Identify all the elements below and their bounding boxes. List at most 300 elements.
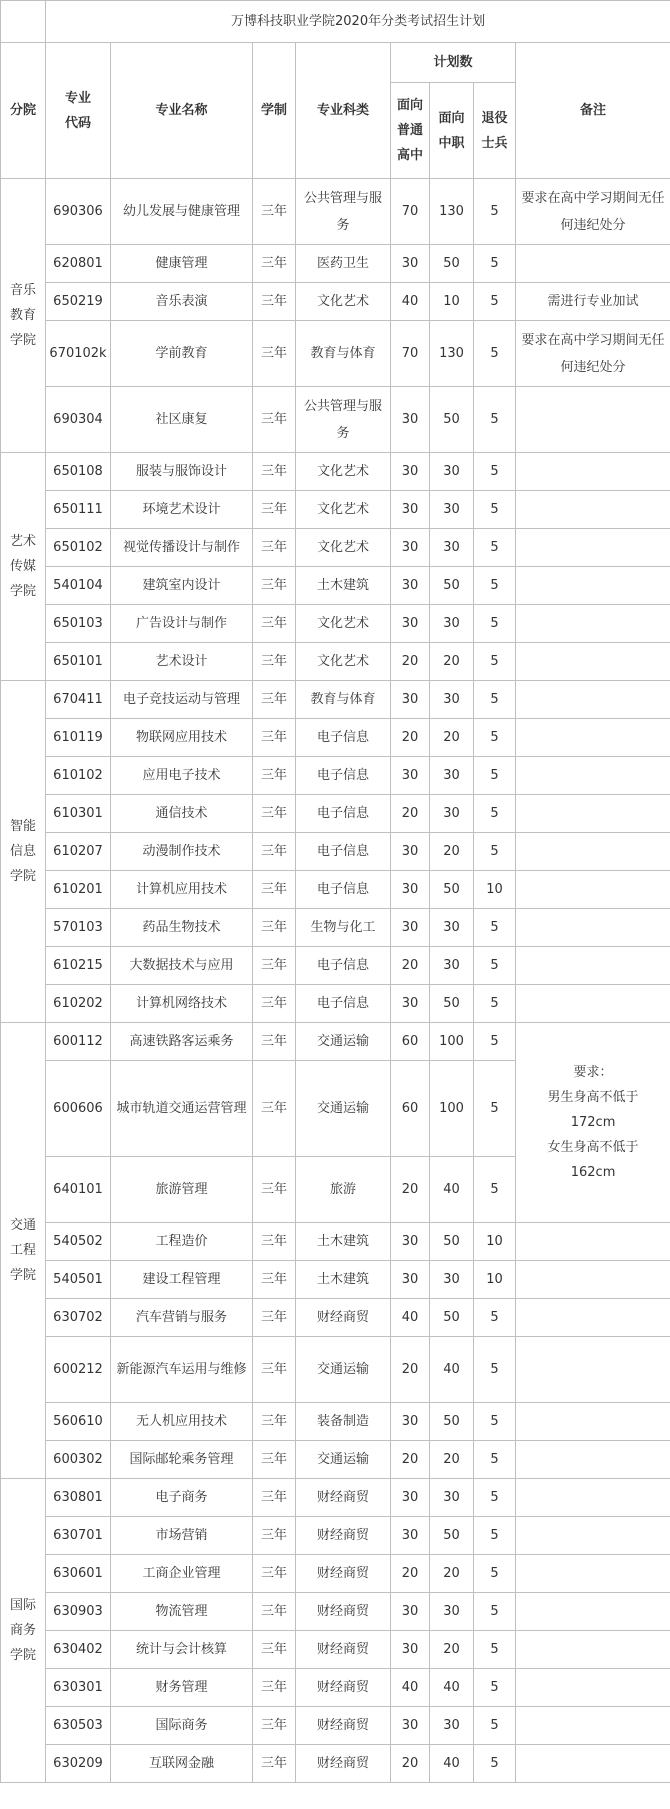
plan-veteran-cell: 5 [474, 1023, 516, 1061]
branch-cell: 交通 工程 学院 [1, 1023, 46, 1479]
major-code-cell: 630209 [46, 1745, 111, 1783]
category-cell: 财经商贸 [296, 1479, 391, 1517]
plan-veteran-cell: 5 [474, 529, 516, 567]
major-name-cell: 电子竞技运动与管理 [111, 681, 253, 719]
table-row [1, 947, 670, 985]
remark-cell [516, 1261, 670, 1299]
years-cell: 三年 [253, 321, 296, 387]
plan-veteran-cell: 5 [474, 643, 516, 681]
years-cell: 三年 [253, 1403, 296, 1441]
major-code-cell: 600112 [46, 1023, 111, 1061]
years-cell: 三年 [253, 1631, 296, 1669]
plan-veteran-cell: 5 [474, 1403, 516, 1441]
major-code-cell: 540502 [46, 1223, 111, 1261]
plan-veteran-cell: 5 [474, 1441, 516, 1479]
major-code-cell: 610102 [46, 757, 111, 795]
major-name-cell: 汽车营销与服务 [111, 1299, 253, 1337]
plan-vocational-cell: 20 [430, 719, 474, 757]
major-name-cell: 幼儿发展与健康管理 [111, 179, 253, 245]
years-cell: 三年 [253, 1517, 296, 1555]
plan-vocational-cell: 30 [430, 947, 474, 985]
remark-cell [516, 1631, 670, 1669]
major-name-cell: 财务管理 [111, 1669, 253, 1707]
category-cell: 电子信息 [296, 871, 391, 909]
table-row [1, 605, 670, 643]
years-cell: 三年 [253, 643, 296, 681]
plan-vocational-cell: 130 [430, 179, 474, 245]
major-name-cell: 大数据技术与应用 [111, 947, 253, 985]
plan-vocational-cell: 40 [430, 1157, 474, 1223]
table-row [1, 567, 670, 605]
category-cell: 文化艺术 [296, 643, 391, 681]
table-body [1, 179, 670, 1783]
major-code-cell: 610215 [46, 947, 111, 985]
plan-highschool-cell: 30 [391, 909, 430, 947]
major-code-cell: 650102 [46, 529, 111, 567]
category-cell: 财经商贸 [296, 1593, 391, 1631]
remark-cell [516, 871, 670, 909]
plan-vocational-cell: 30 [430, 909, 474, 947]
category-cell: 财经商贸 [296, 1669, 391, 1707]
remark-cell [516, 833, 670, 871]
category-cell: 文化艺术 [296, 529, 391, 567]
category-cell: 医药卫生 [296, 245, 391, 283]
major-name-cell: 高速铁路客运乘务 [111, 1023, 253, 1061]
category-cell: 装备制造 [296, 1403, 391, 1441]
plan-highschool-cell: 20 [391, 1157, 430, 1223]
table-row [1, 1403, 670, 1441]
category-cell: 电子信息 [296, 757, 391, 795]
years-cell: 三年 [253, 529, 296, 567]
category-cell: 电子信息 [296, 985, 391, 1023]
years-cell: 三年 [253, 719, 296, 757]
plan-veteran-cell: 5 [474, 947, 516, 985]
table-row [1, 871, 670, 909]
plan-vocational-cell: 30 [430, 681, 474, 719]
major-code-cell: 610301 [46, 795, 111, 833]
header-category: 专业科类 [296, 43, 391, 179]
major-code-cell: 630503 [46, 1707, 111, 1745]
category-cell: 公共管理与服务 [296, 179, 391, 245]
header-plan: 计划数 [391, 43, 516, 83]
remark-cell [516, 491, 670, 529]
plan-vocational-cell: 50 [430, 245, 474, 283]
table-row [1, 321, 670, 387]
remark-cell [516, 567, 670, 605]
table-row [1, 1441, 670, 1479]
category-cell: 旅游 [296, 1157, 391, 1223]
remark-cell [516, 1517, 670, 1555]
plan-vocational-cell: 40 [430, 1669, 474, 1707]
table-row [1, 1555, 670, 1593]
plan-highschool-cell: 30 [391, 1707, 430, 1745]
plan-vocational-cell: 50 [430, 1403, 474, 1441]
plan-veteran-cell: 5 [474, 681, 516, 719]
major-code-cell: 630701 [46, 1517, 111, 1555]
major-code-cell: 670411 [46, 681, 111, 719]
major-name-cell: 健康管理 [111, 245, 253, 283]
plan-veteran-cell: 5 [474, 491, 516, 529]
years-cell: 三年 [253, 1023, 296, 1061]
remark-cell [516, 947, 670, 985]
major-code-cell: 610201 [46, 871, 111, 909]
years-cell: 三年 [253, 179, 296, 245]
plan-veteran-cell: 5 [474, 719, 516, 757]
plan-veteran-cell: 5 [474, 1061, 516, 1157]
major-name-cell: 统计与会计核算 [111, 1631, 253, 1669]
header-plan-vocational: 面向 中职 [430, 83, 474, 179]
remark-cell [516, 985, 670, 1023]
category-cell: 财经商贸 [296, 1517, 391, 1555]
years-cell: 三年 [253, 871, 296, 909]
category-cell: 土木建筑 [296, 567, 391, 605]
category-cell: 财经商贸 [296, 1555, 391, 1593]
major-name-cell: 建筑室内设计 [111, 567, 253, 605]
years-cell: 三年 [253, 1061, 296, 1157]
major-code-cell: 600606 [46, 1061, 111, 1157]
table-row [1, 1707, 670, 1745]
header-branch: 分院 [1, 43, 46, 179]
remark-cell [516, 1745, 670, 1783]
plan-highschool-cell: 20 [391, 1441, 430, 1479]
major-code-cell: 650103 [46, 605, 111, 643]
major-code-cell: 650101 [46, 643, 111, 681]
plan-vocational-cell: 50 [430, 387, 474, 453]
plan-veteran-cell: 5 [474, 567, 516, 605]
years-cell: 三年 [253, 1555, 296, 1593]
major-name-cell: 药品生物技术 [111, 909, 253, 947]
years-cell: 三年 [253, 795, 296, 833]
years-cell: 三年 [253, 491, 296, 529]
table-row [1, 985, 670, 1023]
years-cell: 三年 [253, 567, 296, 605]
major-code-cell: 670102k [46, 321, 111, 387]
remark-cell [516, 1479, 670, 1517]
remark-cell [516, 529, 670, 567]
table-row [1, 1299, 670, 1337]
plan-highschool-cell: 30 [391, 1403, 430, 1441]
plan-veteran-cell: 5 [474, 909, 516, 947]
major-name-cell: 应用电子技术 [111, 757, 253, 795]
table-row [1, 643, 670, 681]
remark-cell [516, 387, 670, 453]
plan-veteran-cell: 10 [474, 1261, 516, 1299]
remark-cell [516, 795, 670, 833]
major-name-cell: 音乐表演 [111, 283, 253, 321]
plan-highschool-cell: 20 [391, 643, 430, 681]
remark-cell [516, 1337, 670, 1403]
years-cell: 三年 [253, 1223, 296, 1261]
years-cell: 三年 [253, 1707, 296, 1745]
major-name-cell: 动漫制作技术 [111, 833, 253, 871]
major-code-cell: 690304 [46, 387, 111, 453]
remark-cell [516, 719, 670, 757]
plan-veteran-cell: 5 [474, 453, 516, 491]
category-cell: 电子信息 [296, 719, 391, 757]
plan-highschool-cell: 40 [391, 1299, 430, 1337]
plan-veteran-cell: 5 [474, 1707, 516, 1745]
major-name-cell: 物联网应用技术 [111, 719, 253, 757]
remark-cell [516, 909, 670, 947]
table-row [1, 1517, 670, 1555]
plan-veteran-cell: 5 [474, 757, 516, 795]
category-cell: 电子信息 [296, 833, 391, 871]
years-cell: 三年 [253, 1261, 296, 1299]
plan-highschool-cell: 30 [391, 871, 430, 909]
plan-vocational-cell: 20 [430, 643, 474, 681]
major-name-cell: 计算机应用技术 [111, 871, 253, 909]
plan-vocational-cell: 30 [430, 757, 474, 795]
table-row [1, 1261, 670, 1299]
plan-veteran-cell: 5 [474, 1299, 516, 1337]
plan-veteran-cell: 5 [474, 1479, 516, 1517]
years-cell: 三年 [253, 909, 296, 947]
branch-cell: 音乐 教育 学院 [1, 179, 46, 453]
category-cell: 土木建筑 [296, 1261, 391, 1299]
major-code-cell: 630702 [46, 1299, 111, 1337]
major-name-cell: 新能源汽车运用与维修 [111, 1337, 253, 1403]
plan-highschool-cell: 30 [391, 453, 430, 491]
remark-cell: 要求： 男生身高不低于 172cm 女生身高不低于 162cm [516, 1023, 670, 1223]
major-name-cell: 工程造价 [111, 1223, 253, 1261]
years-cell: 三年 [253, 1669, 296, 1707]
category-cell: 文化艺术 [296, 605, 391, 643]
major-code-cell: 630903 [46, 1593, 111, 1631]
category-cell: 文化艺术 [296, 283, 391, 321]
plan-highschool-cell: 30 [391, 985, 430, 1023]
major-code-cell: 630801 [46, 1479, 111, 1517]
plan-highschool-cell: 70 [391, 179, 430, 245]
plan-vocational-cell: 50 [430, 871, 474, 909]
major-name-cell: 学前教育 [111, 321, 253, 387]
plan-veteran-cell: 5 [474, 179, 516, 245]
plan-highschool-cell: 30 [391, 605, 430, 643]
remark-cell [516, 1403, 670, 1441]
plan-vocational-cell: 20 [430, 1555, 474, 1593]
branch-cell: 智能 信息 学院 [1, 681, 46, 1023]
years-cell: 三年 [253, 1593, 296, 1631]
category-cell: 财经商贸 [296, 1707, 391, 1745]
table-row [1, 833, 670, 871]
category-cell: 土木建筑 [296, 1223, 391, 1261]
major-code-cell: 630402 [46, 1631, 111, 1669]
plan-highschool-cell: 30 [391, 1223, 430, 1261]
table-row [1, 491, 670, 529]
plan-highschool-cell: 20 [391, 1337, 430, 1403]
major-code-cell: 560610 [46, 1403, 111, 1441]
table-row [1, 179, 670, 245]
major-code-cell: 570103 [46, 909, 111, 947]
major-name-cell: 旅游管理 [111, 1157, 253, 1223]
plan-veteran-cell: 5 [474, 833, 516, 871]
header-plan-highschool: 面向 普通 高中 [391, 83, 430, 179]
plan-vocational-cell: 130 [430, 321, 474, 387]
major-name-cell: 物流管理 [111, 1593, 253, 1631]
table-row [1, 1631, 670, 1669]
category-cell: 教育与体育 [296, 681, 391, 719]
plan-highschool-cell: 40 [391, 1669, 430, 1707]
branch-cell: 国际 商务 学院 [1, 1479, 46, 1783]
plan-highschool-cell: 20 [391, 1745, 430, 1783]
major-code-cell: 650108 [46, 453, 111, 491]
table-row [1, 1669, 670, 1707]
major-code-cell: 610202 [46, 985, 111, 1023]
major-code-cell: 600212 [46, 1337, 111, 1403]
years-cell: 三年 [253, 605, 296, 643]
header-plan-veteran: 退役 士兵 [474, 83, 516, 179]
plan-vocational-cell: 10 [430, 283, 474, 321]
category-cell: 教育与体育 [296, 321, 391, 387]
plan-highschool-cell: 20 [391, 795, 430, 833]
years-cell: 三年 [253, 833, 296, 871]
table-row [1, 1593, 670, 1631]
major-code-cell: 650111 [46, 491, 111, 529]
major-name-cell: 广告设计与制作 [111, 605, 253, 643]
remark-cell [516, 1299, 670, 1337]
major-code-cell: 540104 [46, 567, 111, 605]
plan-highschool-cell: 30 [391, 1479, 430, 1517]
remark-cell [516, 1669, 670, 1707]
plan-vocational-cell: 30 [430, 1479, 474, 1517]
years-cell: 三年 [253, 387, 296, 453]
category-cell: 电子信息 [296, 947, 391, 985]
remark-cell [516, 1593, 670, 1631]
major-code-cell: 600302 [46, 1441, 111, 1479]
major-name-cell: 国际邮轮乘务管理 [111, 1441, 253, 1479]
table-row [1, 529, 670, 567]
table-row [1, 681, 670, 719]
major-name-cell: 国际商务 [111, 1707, 253, 1745]
plan-veteran-cell: 5 [474, 1555, 516, 1593]
remark-cell: 要求在高中学习期间无任何违纪处分 [516, 179, 670, 245]
plan-veteran-cell: 10 [474, 1223, 516, 1261]
major-name-cell: 服装与服饰设计 [111, 453, 253, 491]
plan-vocational-cell: 30 [430, 529, 474, 567]
years-cell: 三年 [253, 947, 296, 985]
remark-cell: 要求在高中学习期间无任何违纪处分 [516, 321, 670, 387]
plan-vocational-cell: 30 [430, 491, 474, 529]
major-name-cell: 社区康复 [111, 387, 253, 453]
plan-vocational-cell: 50 [430, 1223, 474, 1261]
major-code-cell: 650219 [46, 283, 111, 321]
remark-cell [516, 453, 670, 491]
years-cell: 三年 [253, 245, 296, 283]
major-code-cell: 640101 [46, 1157, 111, 1223]
remark-cell [516, 1555, 670, 1593]
major-code-cell: 690306 [46, 179, 111, 245]
years-cell: 三年 [253, 681, 296, 719]
major-name-cell: 市场营销 [111, 1517, 253, 1555]
table-row [1, 387, 670, 453]
remark-cell [516, 245, 670, 283]
plan-highschool-cell: 20 [391, 1555, 430, 1593]
remark-cell [516, 1707, 670, 1745]
header-code: 专业 代码 [46, 43, 111, 179]
plan-highschool-cell: 30 [391, 491, 430, 529]
category-cell: 交通运输 [296, 1337, 391, 1403]
plan-highschool-cell: 30 [391, 757, 430, 795]
plan-highschool-cell: 30 [391, 567, 430, 605]
plan-highschool-cell: 70 [391, 321, 430, 387]
table-row [1, 1745, 670, 1783]
major-code-cell: 610207 [46, 833, 111, 871]
plan-vocational-cell: 50 [430, 985, 474, 1023]
major-name-cell: 城市轨道交通运营管理 [111, 1061, 253, 1157]
years-cell: 三年 [253, 1479, 296, 1517]
years-cell: 三年 [253, 1337, 296, 1403]
major-code-cell: 610119 [46, 719, 111, 757]
plan-highschool-cell: 20 [391, 719, 430, 757]
major-name-cell: 计算机网络技术 [111, 985, 253, 1023]
table-row [1, 283, 670, 321]
plan-vocational-cell: 20 [430, 833, 474, 871]
plan-vocational-cell: 30 [430, 1593, 474, 1631]
plan-vocational-cell: 50 [430, 1517, 474, 1555]
plan-vocational-cell: 30 [430, 1261, 474, 1299]
plan-vocational-cell: 20 [430, 1631, 474, 1669]
plan-highschool-cell: 40 [391, 283, 430, 321]
years-cell: 三年 [253, 1157, 296, 1223]
remark-cell [516, 643, 670, 681]
plan-highschool-cell: 30 [391, 1593, 430, 1631]
major-name-cell: 建设工程管理 [111, 1261, 253, 1299]
branch-cell: 艺术 传媒 学院 [1, 453, 46, 681]
category-cell: 公共管理与服务 [296, 387, 391, 453]
table-row [1, 757, 670, 795]
category-cell: 文化艺术 [296, 453, 391, 491]
table-row [1, 1479, 670, 1517]
category-cell: 生物与化工 [296, 909, 391, 947]
remark-cell [516, 681, 670, 719]
years-cell: 三年 [253, 985, 296, 1023]
plan-vocational-cell: 40 [430, 1745, 474, 1783]
major-code-cell: 620801 [46, 245, 111, 283]
table-row [1, 1337, 670, 1403]
years-cell: 三年 [253, 757, 296, 795]
table-row [1, 453, 670, 491]
major-code-cell: 630301 [46, 1669, 111, 1707]
header-remark: 备注 [516, 43, 670, 179]
major-code-cell: 630601 [46, 1555, 111, 1593]
major-name-cell: 艺术设计 [111, 643, 253, 681]
plan-veteran-cell: 5 [474, 1669, 516, 1707]
major-name-cell: 无人机应用技术 [111, 1403, 253, 1441]
category-cell: 财经商贸 [296, 1745, 391, 1783]
category-cell: 财经商贸 [296, 1631, 391, 1669]
table-row [1, 245, 670, 283]
plan-veteran-cell: 10 [474, 871, 516, 909]
plan-veteran-cell: 5 [474, 795, 516, 833]
plan-highschool-cell: 30 [391, 529, 430, 567]
major-name-cell: 互联网金融 [111, 1745, 253, 1783]
plan-vocational-cell: 100 [430, 1061, 474, 1157]
plan-highschool-cell: 20 [391, 947, 430, 985]
years-cell: 三年 [253, 283, 296, 321]
plan-veteran-cell: 5 [474, 985, 516, 1023]
plan-veteran-cell: 5 [474, 245, 516, 283]
plan-highschool-cell: 30 [391, 833, 430, 871]
plan-highschool-cell: 30 [391, 681, 430, 719]
corner-cell [1, 1, 46, 43]
table-row [1, 1223, 670, 1261]
category-cell: 文化艺术 [296, 491, 391, 529]
plan-highschool-cell: 30 [391, 1631, 430, 1669]
header-years: 学制 [253, 43, 296, 179]
category-cell: 交通运输 [296, 1023, 391, 1061]
plan-highschool-cell: 30 [391, 1517, 430, 1555]
plan-highschool-cell: 60 [391, 1023, 430, 1061]
years-cell: 三年 [253, 1745, 296, 1783]
